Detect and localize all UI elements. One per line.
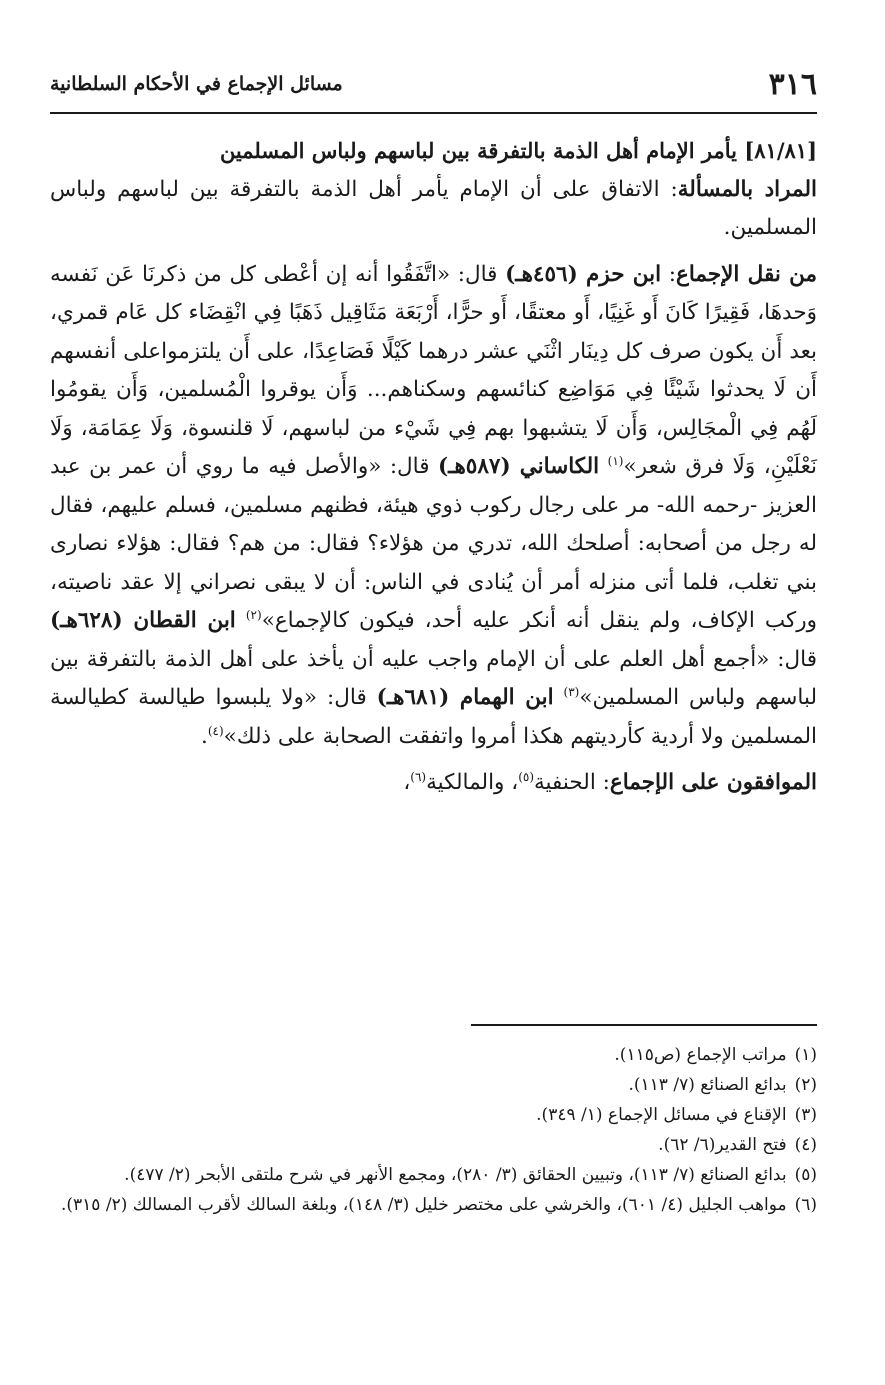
agreeing-label: الموافقون على الإجماع (609, 770, 817, 795)
page-number: ٣١٦ (768, 66, 817, 102)
school-hanafi: الحنفية (534, 770, 596, 795)
quote-ibn-humam: قال: «ولا يلبسوا طيالسة كطيالسة المسلمين ولا أردية كأرديتهم هكذا أمروا واتفقت الصحابة على ذلك» (50, 685, 817, 749)
meaning-paragraph (50, 171, 817, 248)
footnote-number: (٥) (794, 1165, 817, 1185)
footnote-text: فتح القدير(٦/ ٦٢). (658, 1135, 787, 1155)
footnote-number: (٤) (794, 1135, 817, 1155)
scholar-ibn-humam: ابن الهمام (٦٨١هـ) (376, 685, 554, 710)
footnote-ref-5[interactable]: (٥) (518, 769, 535, 784)
footnote-ref-4[interactable]: (٤) (207, 723, 224, 738)
school-maliki: والمالكية (426, 770, 505, 795)
footnote-item (50, 1130, 817, 1160)
transmitters-separator: : (661, 261, 677, 287)
footnote-item (50, 1070, 817, 1100)
agreeing-paragraph (50, 764, 817, 803)
running-title: مسائل الإجماع في الأحكام السلطانية (50, 73, 343, 95)
footnote-number: (١) (794, 1045, 817, 1065)
footnote-number: (٢) (794, 1075, 817, 1095)
running-header (50, 62, 817, 106)
scholar-ibn-qattan: ابن القطان (٦٢٨هـ) (50, 608, 236, 633)
footnote-item (50, 1190, 817, 1220)
main-text (50, 132, 817, 803)
scholar-ibn-hazm: ابن حزم (٤٥٦هـ) (505, 261, 662, 287)
agreeing-separator: : (595, 770, 610, 795)
quote-ibn-qattan: قال: «أجمع أهل العلم على أن الإمام واجب عليه أن يأخذ على أهل الذمة بالتفرقة بين لباسهم ولباس المسلمين» (50, 646, 817, 710)
footnote-text: بدائع الصنائع (٧/ ١١٣)، وتبيين الحقائق (٣/ ٢٨٠)، ومجمع الأنهر في شرح ملتقى الأبحر (٢/ ٤٧٧). (124, 1165, 787, 1185)
footnote-ref-6[interactable]: (٦) (410, 769, 427, 784)
footnote-ref-2[interactable]: (٢) (245, 607, 262, 622)
footnote-item (50, 1040, 817, 1070)
meaning-text: : الاتفاق على أن الإمام يأمر أهل الذمة بالتفرقة بين لباسهم ولباس المسلمين. (50, 176, 817, 240)
agreeing-comma: ، (504, 770, 519, 795)
footnote-ref-3[interactable]: (٣) (563, 684, 580, 699)
footnote-rule (471, 1024, 817, 1026)
footnote-number: (٣) (794, 1105, 817, 1125)
scholar-kasani: الكاساني (٥٨٧هـ) (437, 454, 600, 479)
quote-kasani: قال: «والأصل فيه ما روي أن عمر بن عبد العزيز -رحمه الله- مر على رجال ركوب ذوي هيئة، فظنهم مسلمين، فسلم عليهم، فقال له رجل من أصحابه: أصلحك الله، تدري من هؤلاء؟ فقال: من هم؟ فقال: هؤلاء نصارى بني تغلب، فلما أتى منزله أمر أن يُنادى في الناس: أن لا يبقى نصراني إلا عقد ناصيته، وركب الإكاف، ولم ينقل أنه أنكر عليه أحد، فيكون كالإجماع» (50, 454, 817, 633)
footnote-text: الإقناع في مسائل الإجماع (١/ ٣٤٩). (536, 1105, 787, 1125)
footnote-item (50, 1160, 817, 1190)
quote-ibn-hazm: قال: «اتَّفَقُوا أنه إن أعْطى كل من ذكرنَا عَن نَفسه وَحدهَا، فَقِيرًا كَانَ أَو غَنِيًا، أَو معتقًا، أَو حرًّا، أَرْبَعَة مَثَاقِيل ذَهَبًا فِي انْقِضَاء كل عَام قمري، بعد أَن يكون صرف كل دِينَار اثْنَي عشر درهما كَيْلًا فَصَاعِدًا، على أَن يلتزمواعلى أنفسهم أَن لَا يحدثوا شَيْئًا فِي مَوَاضِع كنائسهم وسكناهم... وَأَن يوقروا الْمُسلمين، وَأَن يقومُوا لَهُم فِي الْمجَالِس، وَأَن لَا يتشبهوا بهم فِي شَيْء من لباسهم، لَا قلنسوة، وَلَا عِمَامَة، وَلَا نَعْلَيْنِ، وَلَا فرق شعر» (50, 261, 817, 479)
header-rule (50, 112, 817, 114)
footnote-text: مواهب الجليل (٤/ ٦٠١)، والخرشي على مختصر خليل (٣/ ١٤٨)، وبلغة السالك لأقرب المسالك (٢/ ٣١٥). (60, 1195, 787, 1215)
footnote-text: بدائع الصنائع (٧/ ١١٣). (628, 1075, 787, 1095)
section-heading: [٨١/٨١] يأمر الإمام أهل الذمة بالتفرقة بين لباسهم ولباس المسلمين (219, 138, 817, 163)
footnote-ref-1[interactable]: (١) (607, 453, 624, 468)
footnote-text: مراتب الإجماع (ص١١٥). (614, 1045, 787, 1065)
footnote-number: (٦) (794, 1195, 817, 1215)
quote-ibn-humam-end: . (201, 723, 208, 749)
agreeing-end: ، (403, 770, 411, 795)
transmitters-label: من نقل الإجماع (676, 261, 817, 287)
footnotes (50, 1040, 817, 1220)
footnote-item (50, 1100, 817, 1130)
meaning-label: المراد بالمسألة (677, 176, 817, 202)
transmitters-paragraph (50, 256, 817, 757)
